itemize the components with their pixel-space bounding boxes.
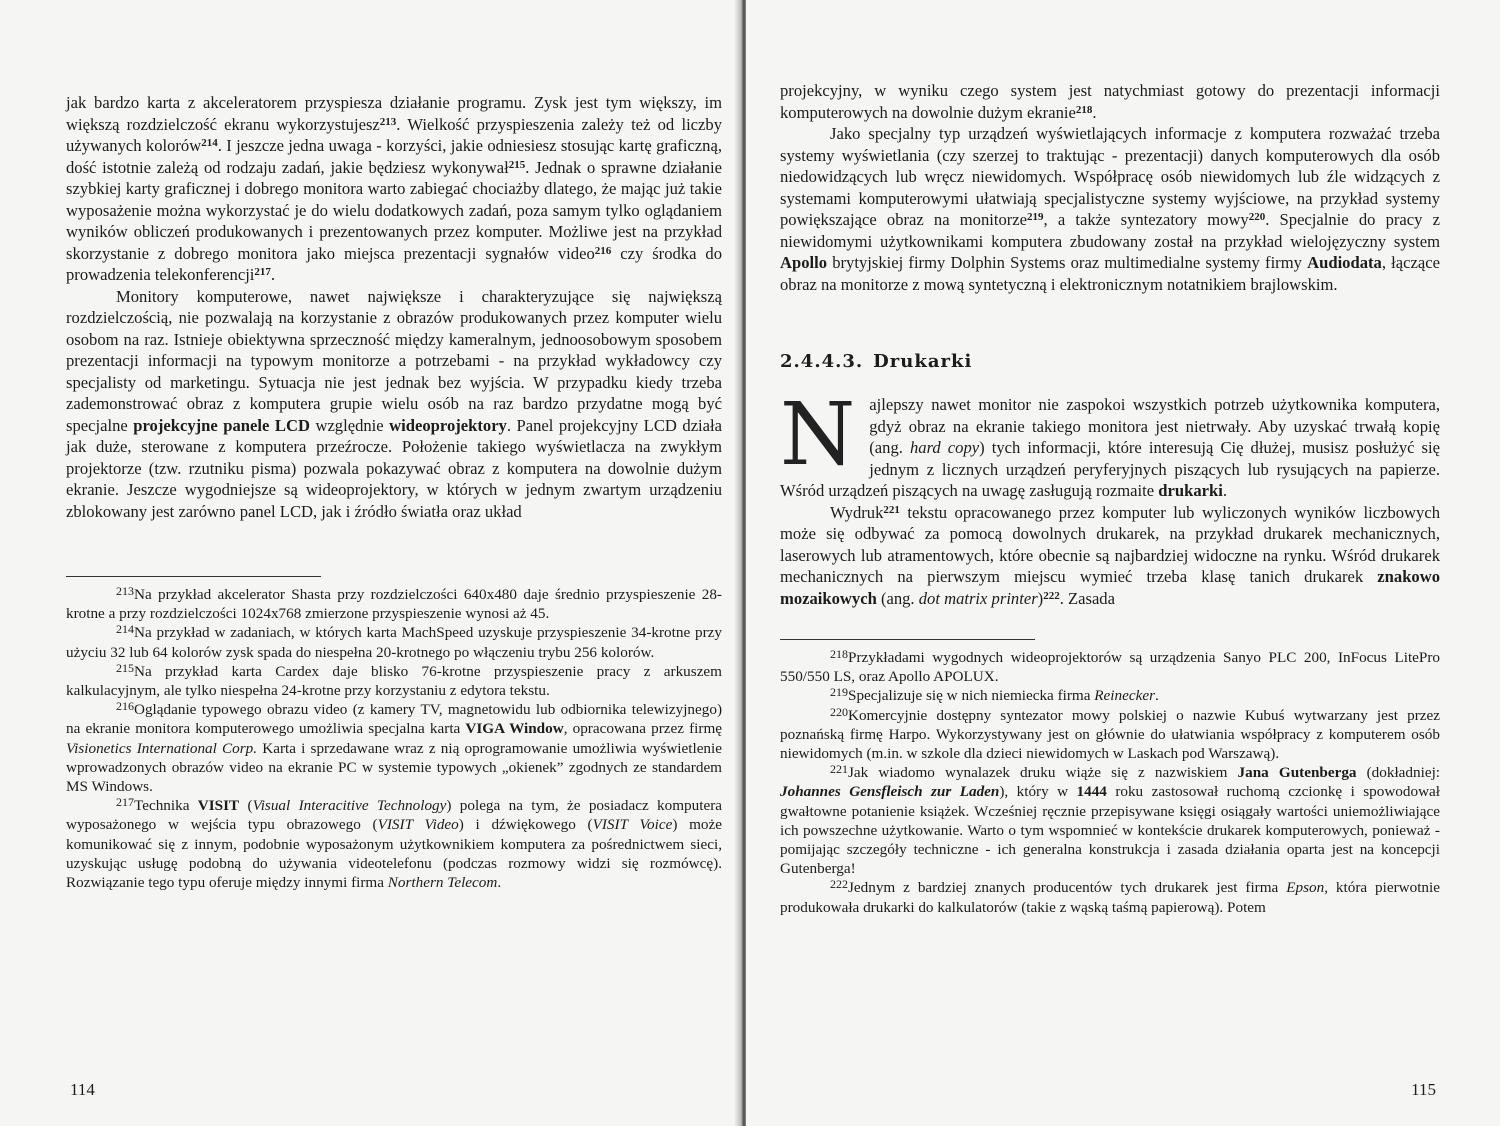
footnote-ref-217[interactable]: 217 bbox=[254, 266, 271, 278]
section-heading bbox=[780, 351, 1440, 372]
section-number: 2.4.4.3. bbox=[780, 351, 864, 372]
footnote-218: $^{218}$Przykładami wygodnych wideoprojektorów są urządzenia Sanyo PLC 200, InFocus LitePro 550/550 LS, oraz Apollo APOLUX. bbox=[780, 647, 1440, 686]
footnote-215: $^{215}$Na przykład karta Cardex daje blisko 76-krotne przyspieszenie pracy z arkuszem kalkulacyjnym, ale tylko niespełna 24-krotne przy korzystaniu z edytora tekstu. bbox=[66, 660, 722, 700]
footnote-221: $^{221}$Jak wiadomo wynalazek druku wiąże się z nazwiskiem Jana Gutenberga (dokładniej: Johannes Gensfleisch zur Laden), który w 1444 roku zastosował ruchomą czcionkę i spowodował gwałtowne potanienie książek. Wcześniej ręcznie przepisywane księgi osiągały wartości uniemożliwiające ich powszechne użytkowanie. Warto o tym wspomnieć w kontekście drukarek komputerowych, ponieważ - pomijając szczegóły techniczne - ich generalna konstrukcja i zasada działania oparta jest na koncepcji Gutenberga! bbox=[780, 762, 1441, 878]
footnote-ref-216[interactable]: 216 bbox=[594, 244, 612, 257]
footnote-ref-221[interactable]: 221 bbox=[883, 503, 900, 516]
left-page bbox=[0, 0, 742, 1126]
footnote-ref-220[interactable]: 220 bbox=[1248, 211, 1266, 223]
footnote-217: $^{217}$Technika VISIT (Visual Interacitive Technology) polega na tym, że posiadacz komputera wyposażonego w wejścia typu obrazowego (VISIT Video) i dźwiękowego (VISIT Voice) może komunikować się z innym, podobnie wyposażonym użytkownikiem komputera za pośrednictwem sieci, uzyskując usługę podobną do używania videotelefonu (podczas rozmowy widzi się rozmówcę). Rozwiązanie tego typu oferuje między innymi firma Northern Telecom. bbox=[66, 795, 722, 892]
left-footnotes bbox=[66, 585, 722, 892]
term-dot-matrix: znakowo mozaikowych bbox=[780, 567, 1440, 608]
footnote-ref-214[interactable]: 214 bbox=[201, 137, 218, 149]
left-paragraph-1: jak bardzo karta z akceleratorem przyspiesza działanie programu. Zysk jest tym większy, im większą rozdzielczość ekranu wykorzystujesz$^{213}$. Wielkość przyspieszenia zależy też od liczby używanych kolorów$^{214}$. I jeszcze jedna uwaga - korzyści, jakie odniesiesz stosując kartę graficzną, dość istotnie zależą od rodzaju zadań, jakie będziesz wykonywał$^{215}$. Jednak o sprawne działanie szybkiej karty graficznej i dobrego monitora warto zabiegać chociażby dlatego, że mając już takie wyposażenie można wykorzystać je do wielu dodatkowych zadań, poza samym tylko oglądaniem wyników obliczeń produkowanych i prezentowanych przez komputer. Możliwe jest na przykład skorzystanie z dobrego monitora jako miejsca prezentacji sygnałów video$^{216}$ czy środka do prowadzenia telekonferencji$^{217}$. bbox=[66, 93, 723, 284]
right-paragraph-2: Jako specjalny typ urządzeń wyświetlających informacje z komputera rozważać trzeba systemy wyświetlania (czy szerzej to traktując - prezentacji) danych komputerowych dla osób niedowidzących lub wręcz niewidomych. Współpracę osób niewidomych lub źle widzących z systemami komputerowymi ułatwiają specjalistyczne systemy wyjściowe, na przykład systemy powiększające obraz na monitorze$^{219}$, a także syntezatory mowy$^{220}$. Specjalnie do pracy z niewidomymi użytkownikami komputera zbudowany został na przykład wielojęzyczny system Apollo brytyjskiej firmy Dolphin Systems oraz multimedialne systemy firmy Audiodata, łączące obraz na monitorze z mową syntetyczną i elektronicznym notatnikiem brajlowskim. bbox=[780, 124, 1440, 294]
right-page bbox=[746, 0, 1500, 1126]
term-printers: drukarki bbox=[1158, 481, 1223, 500]
right-footnotes bbox=[780, 648, 1440, 917]
footnote-222: $^{222}$Jednym z bardziej znanych producentów tych drukarek jest firma Epson, która pierwotnie produkowała drukarki do kalkulatorów (takie z wąską taśmą papierową). Potem bbox=[780, 877, 1440, 916]
page-number-left: 114 bbox=[70, 1080, 95, 1099]
footnote-divider bbox=[780, 639, 1035, 640]
term-projection-panels: projekcyjne panele LCD bbox=[133, 415, 310, 435]
footnote-220: $^{220}$Komercyjnie dostępny syntezator mowy polskiej o nazwie Kubuś wytwarzany jest przez poznańską firmę Harpo. Wykorzystywany jest on głównie do ułatwiania współpracy z komputerem osób niewidomych (m.in. w szkole dla dzieci niewidomych w Laskach pod Warszawą). bbox=[780, 704, 1440, 763]
footnote-ref-215[interactable]: 215 bbox=[508, 158, 526, 171]
right-paragraph-1: projekcyjny, w wyniku czego system jest natychmiast gotowy do prezentacji informacji komputerowych na dowolnie dużym ekranie$^{218}$. bbox=[780, 81, 1440, 122]
section-title: Drukarki bbox=[873, 351, 973, 372]
footnote-219: $^{219}$Specjalizuje się w nich niemiecka firma Reinecker. bbox=[830, 685, 1159, 705]
footnote-ref-222[interactable]: 222 bbox=[1043, 589, 1060, 602]
footnote-ref-213[interactable]: 213 bbox=[379, 115, 397, 128]
footnote-213: $^{213}$Na przykład akcelerator Shasta przy rozdzielczości 640x480 daje średnio przyspieszenie 28-krotne a przy rozdzielczości 1024x768 zmierzone przyspieszenie wynosi aż 45. bbox=[66, 584, 722, 623]
footnote-ref-219[interactable]: 219 bbox=[1027, 211, 1044, 223]
footnote-216: $^{216}$Oglądanie typowego obrazu video (z kamery TV, magnetowidu lub odbiornika telewizyjnego) na ekranie monitora komputerowego umożliwia specjalna karta VIGA Window, opracowana przez firmę Visionetics International Corp. Karta i sprzedawane wraz z nią oprogramowanie umożliwia wyświetlenie wprowadzonych obrazów video na ekranie PC w systemie typowych „okienek” zgodnych ze standardem MS Windows. bbox=[66, 699, 722, 796]
footnote-214: $^{214}$Na przykład w zadaniach, w których karta MachSpeed uzyskuje przyspieszenie 34-krotne przy użyciu 32 lub 64 kolorów zysk spada do niespełna 20-krotnego po włączeniu trybu 256 kolorów. bbox=[66, 622, 722, 661]
right-paragraph-3: Najlepszy nawet monitor nie zaspokoi wszystkich potrzeb użytkownika komputera, gdyż obraz na ekranie takiego monitora jest nietrwały. Aby uzyskać trwałą kopię (ang. hard copy) tych informacji, które interesują Cię dłużej, musisz posłużyć się jednym z licznych urządzeń peryferyjnych piszących lub rysujących na papierze. Wśród urządzeń piszących na uwagę zasługują rozmaite drukarki. bbox=[780, 385, 1440, 500]
page-number-right: 115 bbox=[1411, 1080, 1436, 1099]
footnote-ref-218[interactable]: 218 bbox=[1075, 103, 1093, 116]
term-videoprojectors: wideoprojektory bbox=[389, 415, 507, 435]
drop-cap-letter: N bbox=[780, 385, 856, 485]
right-paragraph-4: Wydruk$^{221}$ tekstu opracowanego przez komputer lub wyliczonych wyników liczbowych może się odbywać za pomocą dowolnych drukarek, na przykład drukarek mechanicznych, laserowych lub atramentowych, które obecnie są najbardziej widoczne na rynku. Wśród drukarek mechanicznych na pierwszym miejscu wymieć trzeba klasę tanich drukarek znakowo mozaikowych (ang. dot matrix printer)$^{222}$. Zasada bbox=[780, 502, 1440, 608]
footnote-divider bbox=[66, 576, 321, 577]
left-paragraph-2: Monitory komputerowe, nawet największe i charakteryzujące się największą rozdzielczością, nie pozwalają na korzystanie z obrazów produkowanych przez komputer wielu osobom na raz. Istnieje obiektywna sprzeczność między kameralnym, jednoosobowym sposobem prezentacji informacji na typowym monitorze a potrzebami - na przykład wykładowcy czy specjalisty od marketingu. Sytuacja nie jest jednak bez wyjścia. W przypadku kiedy trzeba zademonstrować obraz z komputera grupie wielu osób na raz bardzo przydatne mogą być specjalne projekcyjne panele LCD względnie wideoprojektory. Panel projekcyjny LCD działa jak duże, sterowane z komputera przeźrocze. Położenie takiego wyświetlacza na zwykłym projektorze (tzw. rzutniku pisma) pozwala pokazywać obraz z komputera na dowolnie dużym ekranie. Jeszcze wygodniejsze są wideoprojektory, w których w jednym zwartym urządzeniu zblokowany jest zarówno panel LCD, jak i źródło światła oraz układ bbox=[66, 286, 723, 521]
